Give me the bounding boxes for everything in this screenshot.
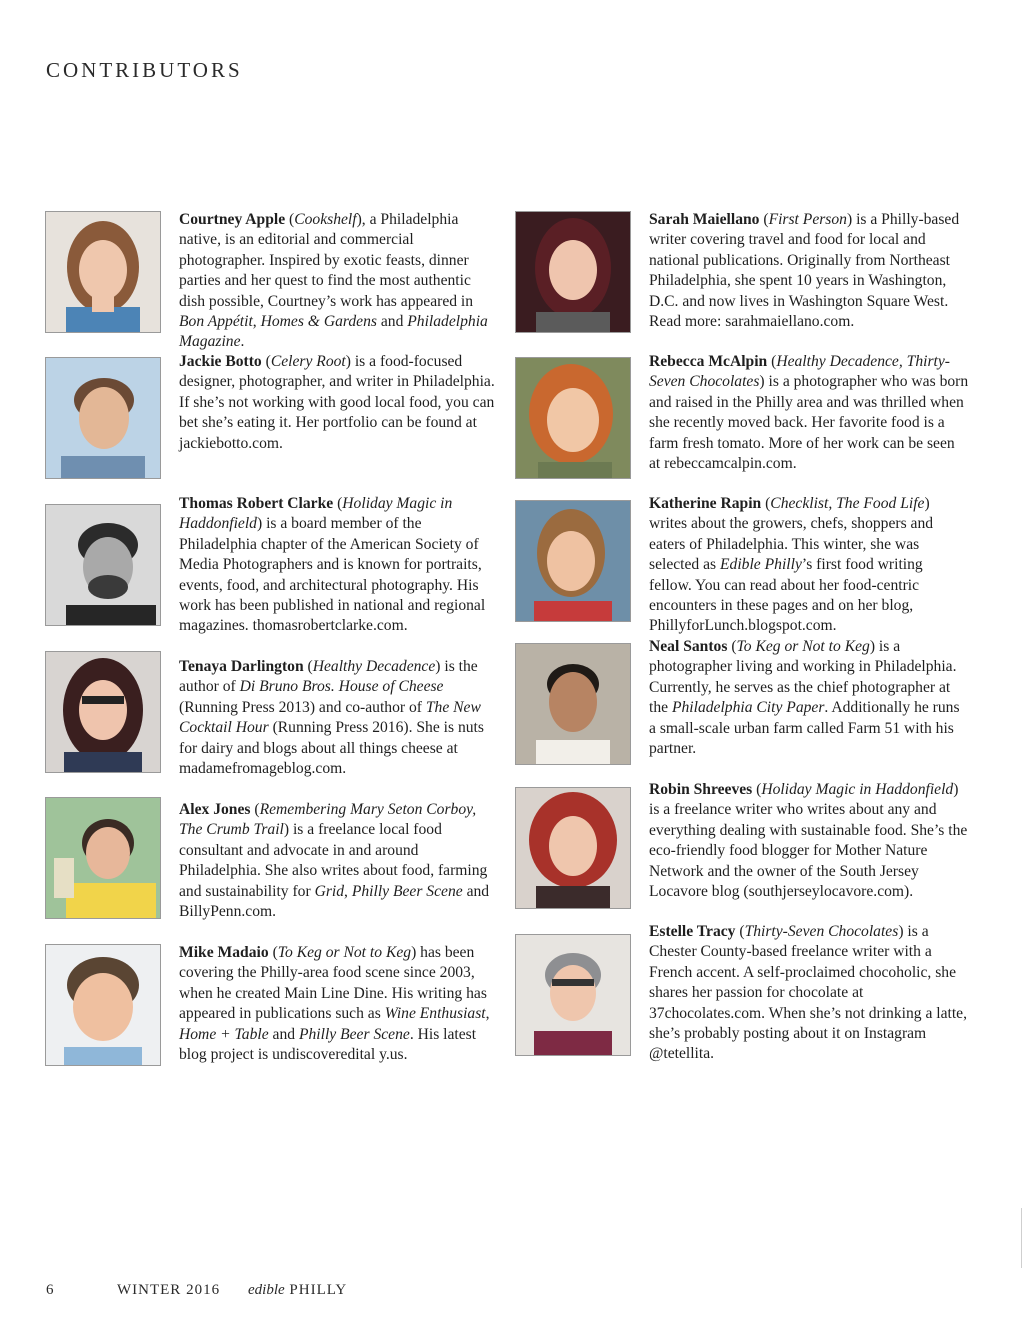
- contributor-photo: [515, 934, 631, 1056]
- portrait-image: [46, 358, 160, 478]
- contributor-name: Thomas Robert Clarke: [179, 495, 334, 512]
- magazine-brand: [248, 1282, 347, 1299]
- issue-label: WINTER 2016: [117, 1282, 221, 1298]
- portrait-image: [516, 788, 630, 908]
- contributor-bio: Thomas Robert Clarke (Holiday Magic in Haddonfield) is a board member of the Philadelphia chapter of the American Society of Media Photographers and is known for portraits, events, food, and architectural photography. His work has been published in national and regional magazines. thomasrobertclarke.com.: [179, 495, 486, 635]
- contributor-photo: [515, 500, 631, 622]
- contributor-photo: [45, 211, 161, 333]
- contributor-bio: Tenaya Darlington (Healthy Decadence) is the author of Di Bruno Bros. House of Cheese (Running Press 2013) and co-author of The New Cocktail Hour (Running Press 2016). She is nuts for dairy and blogs about all things cheese at madamefromageblog.com.: [179, 658, 484, 778]
- page-title: CONTRIBUTORS: [46, 58, 243, 82]
- contributor-name: Mike Madaio: [179, 944, 269, 961]
- contributor-photo: [515, 211, 631, 333]
- portrait-image: [516, 358, 630, 478]
- contributor-bio: Robin Shreeves (Holiday Magic in Haddonfield) is a freelance writer who writes about any and everything dealing with sustainable food. She’s the eco-friendly food blogger for Mother Nature Network and the owner of the South Jersey Locavore blog (southjerseylocavore.com).: [649, 781, 968, 901]
- contributor-name: Rebecca McAlpin: [649, 353, 768, 370]
- section-title: Cookshelf: [294, 211, 357, 228]
- contributor-bio: Jackie Botto (Celery Root) is a food-focused designer, photographer, and writer in Philadelphia. If she’s not working with good local food, you can bet she’s eating it. Her portfolio can be found at jackiebotto.com.: [179, 353, 495, 452]
- portrait-image: [516, 212, 630, 332]
- contributor-bio: Sarah Maiellano (First Person) is a Philly-based writer covering travel and food for local and national publications. Originally from Northeast Philadelphia, she spent 10 years in Washington, D.C. and now lives in Washington Square West. Read more: sarahmaiellano.com.: [649, 211, 960, 331]
- contributor-name: Robin Shreeves: [649, 781, 753, 798]
- section-title: To Keg or Not to Keg: [277, 944, 412, 961]
- contributor-name: Courtney Apple: [179, 211, 286, 228]
- section-title: Thirty-Seven Chocolates: [744, 923, 899, 940]
- contributor-photo: [45, 357, 161, 479]
- section-title: Holiday Magic in Haddonfield: [761, 781, 954, 798]
- contributor-photo: [515, 357, 631, 479]
- contributor-name: Neal Santos: [649, 638, 728, 655]
- portrait-image: [46, 945, 160, 1065]
- portrait-image: [46, 505, 160, 625]
- section-title: Healthy Decadence, Thirty-Seven Chocolates: [649, 353, 950, 391]
- page-number: 6: [46, 1282, 55, 1298]
- brand-philly: PHILLY: [289, 1282, 348, 1298]
- contributor-name: Tenaya Darlington: [179, 658, 304, 675]
- contributor-name: Jackie Botto: [179, 353, 262, 370]
- contributor-name: Estelle Tracy: [649, 923, 736, 940]
- contributor-photo: [45, 504, 161, 626]
- brand-edible: edible: [248, 1282, 285, 1298]
- section-title: Checklist, The Food Life: [770, 495, 925, 512]
- section-title: Remembering Mary Seton Corboy, The Crumb Trail: [179, 801, 477, 839]
- portrait-image: [46, 798, 160, 918]
- contributor-name: Alex Jones: [179, 801, 251, 818]
- portrait-image: [516, 935, 630, 1055]
- portrait-image: [46, 652, 160, 772]
- contributor-photo: [45, 797, 161, 919]
- contributor-bio: Estelle Tracy (Thirty-Seven Chocolates) is a Chester County-based freelance writer with a French accent. A self-proclaimed chocoholic, she shares her passion for chocolate at 37chocolates.com. When she’s not drinking a latte, she’s probably posting about it on Instagram @tetellita.: [649, 923, 968, 1063]
- section-title: Holiday Magic in Haddonfield: [179, 495, 453, 533]
- portrait-image: [516, 501, 630, 621]
- contributor-photo: [515, 643, 631, 765]
- contributor-bio: Mike Madaio (To Keg or Not to Keg) has been covering the Philly-area food scene since 2003, when he created Main Line Dine. His writing has appeared in publications such as Wine Enthusiast, Home + Table and Philly Beer Scene. His latest blog project is undiscoveredital y.us.: [179, 944, 490, 1064]
- contributor-bio: Neal Santos (To Keg or Not to Keg) is a photographer living and working in Philadelphia. Currently, he serves as the chief photographer at the Philadelphia City Paper. Additionally he runs a small-scale urban farm called Farm 51 with his partner.: [649, 638, 960, 758]
- contributor-name: Katherine Rapin: [649, 495, 762, 512]
- contributor-name: Sarah Maiellano: [649, 211, 760, 228]
- contributor-photo: [45, 651, 161, 773]
- section-title: To Keg or Not to Keg: [736, 638, 870, 655]
- portrait-image: [516, 644, 630, 764]
- section-title: First Person: [768, 211, 847, 228]
- portrait-image: [46, 212, 160, 332]
- section-title: Celery Root: [270, 353, 346, 370]
- contributor-bio: Katherine Rapin (Checklist, The Food Life) writes about the growers, chefs, shoppers and eaters of Philadelphia. This winter, she was selected as Edible Philly’s first food writing fellow. You can read about her food-centric encounters in these pages and on her blog, PhillyforLunch.blogspot.com.: [649, 495, 934, 635]
- contributor-bio: Rebecca McAlpin (Healthy Decadence, Thirty-Seven Chocolates) is a photographer who was born and raised in the Philly area and was thrilled when she recently moved back. Her favorite food is a farm fresh tomato. More of her work can be seen at rebeccamcalpin.com.: [649, 353, 969, 473]
- contributor-photo: [45, 944, 161, 1066]
- section-title: Healthy Decadence: [312, 658, 436, 675]
- page-edge-line: [1021, 1208, 1022, 1268]
- contributor-photo: [515, 787, 631, 909]
- contributor-bio: Alex Jones (Remembering Mary Seton Corboy, The Crumb Trail) is a freelance local food consultant and advocate in and around Philadelphia. She also writes about food, farming and sustainability for Grid, Philly Beer Scene and BillyPenn.com.: [179, 801, 490, 921]
- contributor-bio: Courtney Apple (Cookshelf), a Philadelphia native, is an editorial and commercial photographer. Inspired by exotic feasts, dinner parties and her quest to find the most authentic dish possible, Courtney’s work has appeared in Bon Appétit, Homes & Gardens and Philadelphia Magazine.: [179, 211, 488, 351]
